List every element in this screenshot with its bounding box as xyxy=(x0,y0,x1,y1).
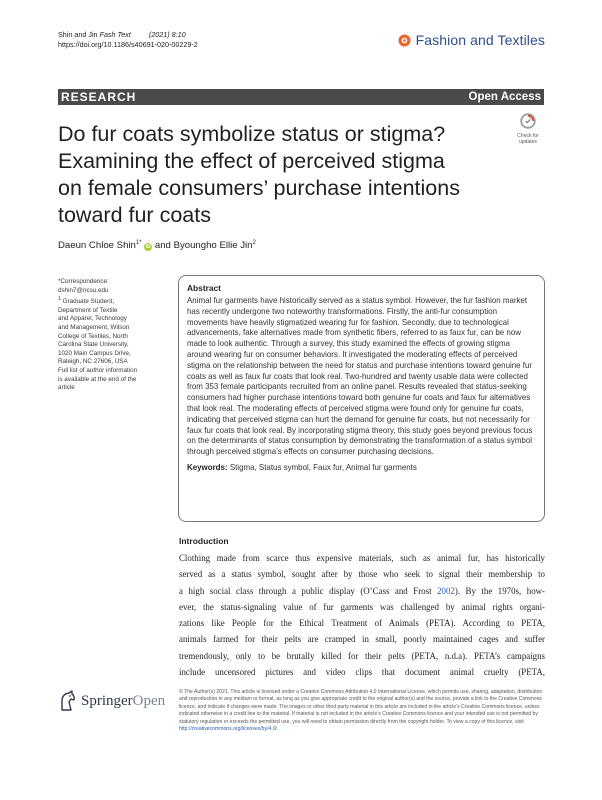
journal-brand[interactable] xyxy=(398,32,545,48)
publisher-open: Open xyxy=(132,692,166,709)
correspondence-line: article xyxy=(58,384,75,392)
correspondence-line: is available at the end of the xyxy=(58,375,137,383)
check-updates-line: updates xyxy=(519,138,537,145)
publisher-name: Springer xyxy=(81,692,133,709)
license-link[interactable]: http://creativecommons.org/licenses/by/4.0/ xyxy=(179,726,277,733)
correspondence-line: Carolina State University, xyxy=(58,341,129,349)
correspondence-line: and Management, Wilson xyxy=(58,324,130,332)
title-line: toward fur coats xyxy=(58,203,211,227)
section-label: RESEARCH xyxy=(61,90,137,104)
citation-year-volume: (2021) 8:10 xyxy=(148,30,186,39)
correspondence-email[interactable]: dshin7@ncsu.edu xyxy=(58,286,109,294)
abstract-box xyxy=(178,275,545,522)
correspondence-line xyxy=(58,295,170,307)
affiliation-mark: 1 xyxy=(58,296,61,303)
body-line: include uncensored pictures and video clips that document animal cruelty (PETA, xyxy=(179,667,545,678)
running-header xyxy=(58,30,198,50)
citation-authors: Shin and Jin xyxy=(58,30,98,39)
author-affiliation-mark: 1* xyxy=(135,240,142,246)
correspondence-line: Full list of author information xyxy=(58,367,138,375)
body-line: ever, the status-signaling value of fur garments was challenged by animal rights organi- xyxy=(179,601,545,612)
publisher-wordmark xyxy=(81,693,165,710)
journal-logo-icon xyxy=(398,34,411,47)
publisher-logo[interactable] xyxy=(58,690,165,712)
license-note xyxy=(179,689,546,733)
check-updates-text xyxy=(512,134,544,145)
correspondence-line: Department of Textile xyxy=(58,306,118,314)
author-joiner[interactable]: and Byoungho Ellie Jin xyxy=(154,240,253,252)
body-line: Clothing made from scarce thus expensive materials, such as animal fur, has historically xyxy=(179,553,545,563)
correspondence-note xyxy=(58,278,170,393)
title-line: Examining the effect of perceived stigma xyxy=(58,149,445,173)
open-access-label: Open Access xyxy=(468,91,541,103)
keywords-list: Stigma, Status symbol, Faux fur, Animal fur garments xyxy=(229,462,417,472)
citation-journal: Fash Text xyxy=(99,30,131,39)
body-line: tremendously, only to be brutally killed for their pelts (PETA, n.d.a). PETA’s campaigns xyxy=(179,650,545,661)
body-line: zations like People for the Ethical Treatment of Animals (PETA). According to PETA, xyxy=(179,618,545,629)
check-updates-icon xyxy=(520,113,536,129)
orcid-icon[interactable]: iD xyxy=(145,244,151,251)
correspondence-line: 1020 Main Campus Drive, xyxy=(58,349,131,357)
body-line: animals farmed for their pelts are cramped in small, poorly maintained cages and suffer xyxy=(179,634,545,645)
correspondence-line: Raleigh, NC 27606, USA xyxy=(58,358,128,366)
body-text: ). By the 1970s, how- xyxy=(454,585,545,596)
title-line: on female consumers’ purchase intentions xyxy=(58,176,460,200)
section-bar xyxy=(58,89,544,105)
abstract-heading: Abstract xyxy=(187,283,221,293)
check-for-updates-badge[interactable] xyxy=(512,113,544,143)
correspondence-line: *Correspondence: xyxy=(58,278,109,285)
check-updates-line: Check for xyxy=(517,133,539,139)
doi-link[interactable]: https://doi.org/10.1186/s40691-020-00229-2 xyxy=(58,40,198,49)
introduction-body xyxy=(179,550,545,680)
journal-name: Fashion and Textiles xyxy=(415,32,545,48)
body-line: served as a status symbol, sought after by those who seek to signal their membership to xyxy=(179,569,545,580)
abstract-text: Animal fur garments have historically served as a status symbol. However, the fur fashion market has recently undergone two noteworthy transformations. Firstly, the anti-fur consumption movements have heavily stigmatized wearing fur for fashion. Secondly, due to technological advancements, fake alternatives made from synthetic fibers, referred to as faux fur, can be now made to look authentic. Through a survey, this study examined the effects of growing stigma around wearing fur on consumer behaviors. It investigated the moderating effects of perceived stigma on the relationship between the need for status and purchase intentions toward genuine fur coats as well as faux fur coats that look real. Two-hundred and twenty usable data were collected from 353 female participants recruited from an online panel. Results revealed that status-seeking consumers had higher purchase intentions toward both genuine fur coats and faux fur alternatives that look real. The moderating effects of perceived stigma were found only for genuine fur coats, indicating that perceived stigma can hurt the demand for genuine fur coats, but not necessarily for faux fur coats that look real. By incorporating stigma theory, this study goes beyond previous focus on the determinants of status consumption by demonstrating the transformation of a status symbol through perceived stigma’s effects on consumer purchasing decisions. xyxy=(187,296,533,457)
citation-link[interactable]: 2002 xyxy=(437,585,455,596)
keywords-line xyxy=(187,463,536,472)
introduction-heading: Introduction xyxy=(179,536,229,546)
license-text: © The Author(s) 2021. This article is licensed under a Creative Commons Attribution 4.0 International License, which permits use, sharing, adaptation, distribution and reproduction in any medium or format, as long as you give appropriate credit to the original author(s) and the source, provide a link to the Creative Commons licence, and indicate if changes were made. The images or other third party material in this article are included in the article’s Creative Commons licence, unless indicated otherwise in a credit line to the material. If material is not included in the article’s Creative Commons licence and your intended use is not permitted by statutory regulation or exceeds the permitted use, you will need to obtain permission directly from the copyright holder. To view a copy of this licence, visit xyxy=(179,689,543,725)
title-line: Do fur coats symbolize status or stigma? xyxy=(58,122,446,146)
springer-horse-icon xyxy=(58,690,78,712)
author-affiliation-mark: 2 xyxy=(252,240,256,246)
correspondence-line: and Apparel, Technology xyxy=(58,315,127,323)
author-list xyxy=(58,240,256,251)
article-title xyxy=(58,121,498,229)
body-line xyxy=(179,583,545,599)
correspondence-line: College of Textiles, North xyxy=(58,332,128,340)
correspondence-text: Graduate Student, xyxy=(60,298,115,306)
license-text-end: . xyxy=(276,726,279,733)
keywords-label: Keywords: xyxy=(187,462,228,472)
body-text: a high social class through a public display (O’Cass and Frost xyxy=(179,585,438,596)
author-name[interactable]: Daeun Chloe Shin xyxy=(58,240,136,252)
